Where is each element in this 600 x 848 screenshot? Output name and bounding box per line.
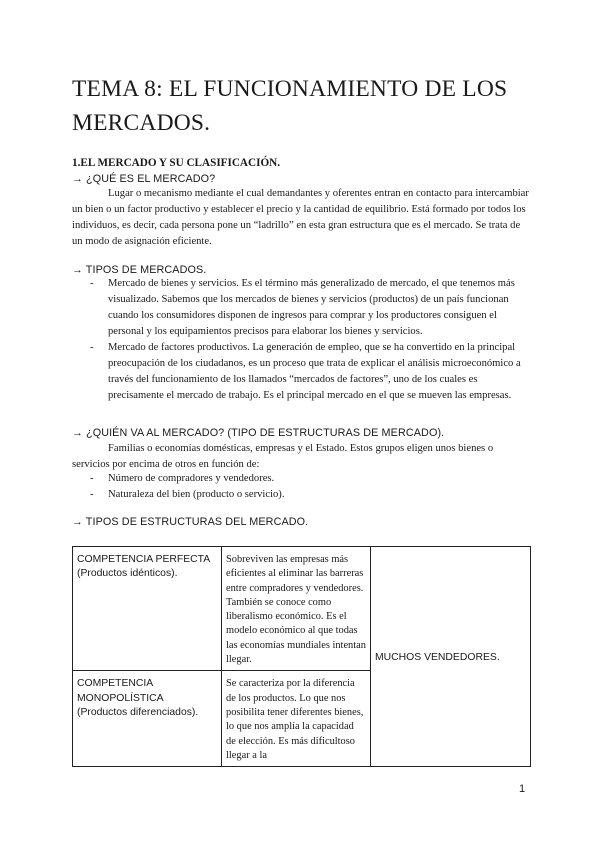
list-item-text: Número de compradores y vendedores.	[108, 473, 275, 484]
table-cell-desc	[222, 671, 371, 767]
table-cell-name	[73, 547, 222, 671]
table-cell-name	[73, 671, 222, 767]
structure-desc: Se caracteriza por la diferencia de los productos. Lo que nos posibilita tener diferentes bienes, lo que nos amplía la capacidad de elección. Es más dificultoso llegar a la	[226, 678, 364, 761]
table-cell-desc	[222, 547, 371, 671]
paragraph-que-es	[72, 186, 530, 250]
structure-desc: Sobreviven las empresas más eficientes al eliminar las barreras entre compradores y vendedores. También se conoce como liberalismo económico. Es el modelo económico al que todas las economías mundiales intentan llegar.	[226, 554, 366, 666]
list-item-text: Mercado de bienes y servicios. Es el término más generalizado de mercado, el que tenemos más visualizado. Sabemos que los mercados de bienes y servicios (productos) de un país funcionan cuando los consumidores disponen de ingresos para comprar y los productores consiguen el personal y los equipamientos precisos para elaborar los bienes y servicios.	[108, 278, 515, 337]
page-title: TEMA 8: EL FUNCIONAMIENTO DE LOS MERCADOS.	[72, 76, 508, 136]
page-number: 1	[519, 783, 526, 795]
structure-sub: (Productos diferenciados).	[77, 706, 199, 718]
subheading-que-es: → ¿QUÉ ES EL MERCADO?	[72, 173, 216, 185]
paragraph-quien	[72, 441, 530, 473]
list-item: - Naturaleza del bien (producto o servicio).	[90, 489, 285, 500]
section-heading: 1.EL MERCADO Y SU CLASIFICACIÓN.	[72, 157, 281, 169]
structure-sub: (Productos idénticos).	[77, 568, 178, 580]
list-item-text: Mercado de factores productivos. La generación de empleo, que se ha convertido en la principal preocupación de los ciudadanos, es un proceso que trata de explicar el análisis microeconómico a través del funcionamiento de los llamados “mercados de factores”, uno de los cuales es precisamente el mercado de trabajo. Es el principal mercado en el que se mueven las empresas.	[108, 342, 521, 401]
market-structures-table	[72, 546, 531, 767]
paragraph-quien-text: Familias o economías domésticas, empresas y el Estado. Estos grupos eligen unos bienes o servicios por encima de otros en función de:	[72, 443, 494, 470]
table-cell-sellers	[371, 547, 531, 767]
list-item: - Número de compradores y vendedores.	[90, 473, 275, 484]
subheading-tipos: → TIPOS DE MERCADOS.	[72, 264, 207, 276]
tipos-list	[90, 276, 530, 404]
table-row	[73, 547, 531, 671]
structure-name: COMPETENCIA PERFECTA	[77, 554, 211, 565]
list-item-text: Naturaleza del bien (producto o servicio).	[108, 489, 285, 500]
list-item: - Mercado de bienes y servicios. Es el término más generalizado de mercado, el que tenemos más visualizado. Sabemos que los mercados de bienes y servicios (productos) de un país funcionan cuando los consumidores disponen de ingresos para comprar y los productores consiguen el personal y los equipamientos precisos para elaborar los bienes y servicios.	[90, 278, 515, 337]
list-item: - Mercado de factores productivos. La generación de empleo, que se ha convertido en la principal preocupación de los ciudadanos, es un proceso que trata de explicar el análisis microeconómico a través del funcionamiento de los llamados “mercados de factores”, uno de los cuales es precisamente el mercado de trabajo. Es el principal mercado en el que se mueven las empresas.	[90, 342, 521, 401]
criteria-list	[90, 471, 530, 503]
sellers-label: MUCHOS VENDEDORES.	[375, 651, 500, 663]
structure-name: COMPETENCIA MONOPOLÍSTICA	[77, 678, 164, 704]
subheading-quien: → ¿QUIÉN VA AL MERCADO? (TIPO DE ESTRUCTURAS DE MERCADO).	[72, 427, 445, 439]
subheading-estructuras: → TIPOS DE ESTRUCTURAS DEL MERCADO.	[72, 516, 309, 528]
paragraph-que-es-text: Lugar o mecanismo mediante el cual demandantes y oferentes entran en contacto para intercambiar un bien o un factor productivo y establecer el precio y la cantidad de equilibrio. Está formado por todos los individuos, es decir, cada persona pone un “ladrillo” en esta gran estructura que es el mercado. Se trata de un modo de asignación eficiente.	[72, 188, 529, 247]
